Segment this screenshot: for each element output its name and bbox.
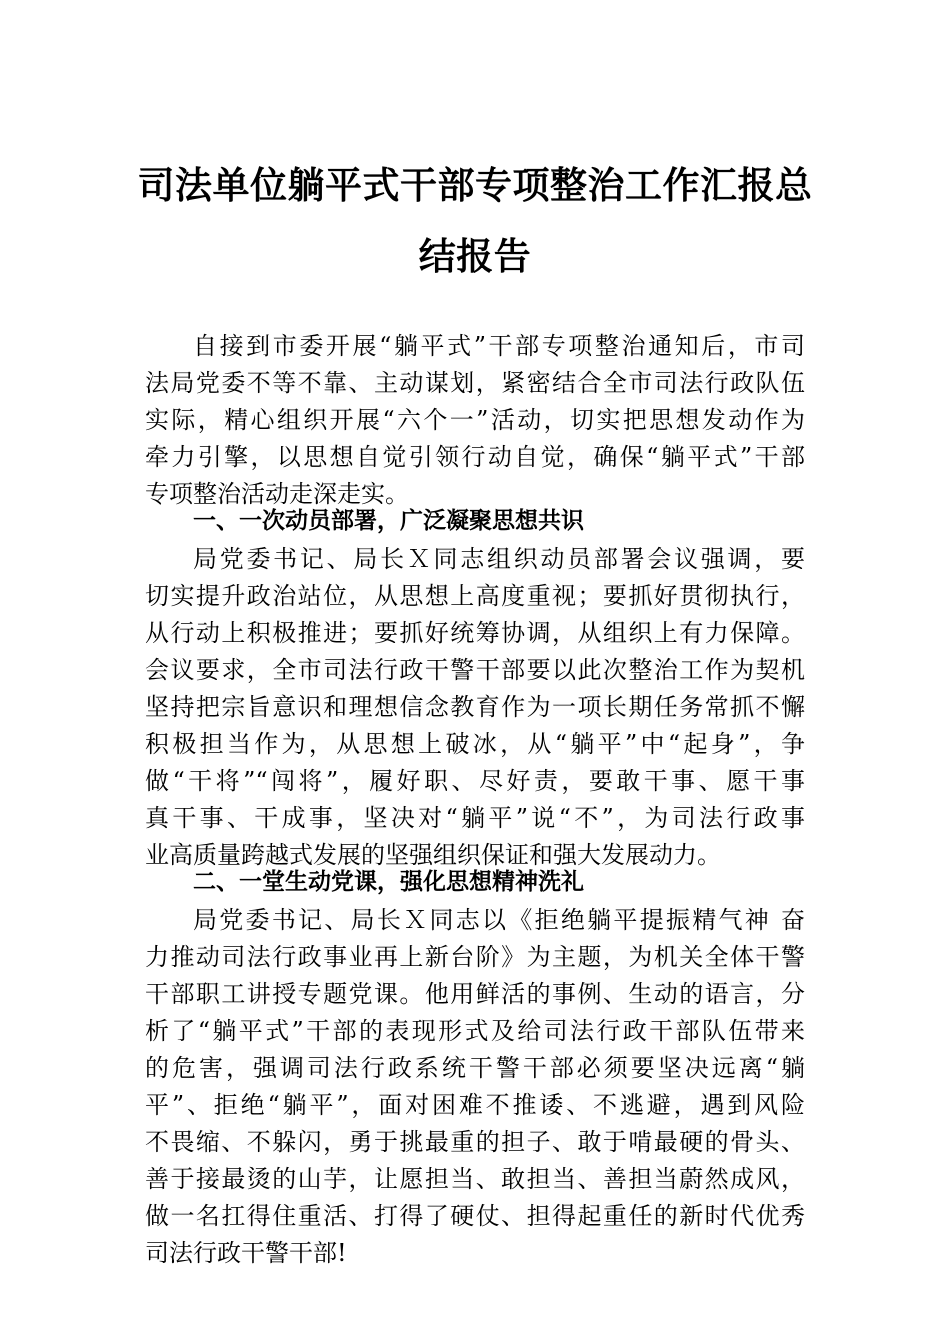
section-2-heading: 二、一堂生动党课，强化思想精神洗礼 bbox=[193, 869, 584, 895]
intro-line: 实际，精心组织开展“六个一”活动，切实把思想发动作为 bbox=[145, 406, 805, 434]
section-2-line: 做一名扛得住重活、打得了硬仗、担得起重任的新时代优秀 bbox=[145, 1202, 805, 1230]
section-1-line: 做“干将”“闯将”，履好职、尽好责，要敢干事、愿干事 bbox=[145, 767, 805, 795]
section-2-line: 析了“躺平式”干部的表现形式及给司法行政干部队伍带来 bbox=[145, 1017, 805, 1045]
section-1-line: 坚持把宗旨意识和理想信念教育作为一项长期任务常抓不懈 bbox=[145, 693, 805, 721]
section-2-line: 平”、拒绝“躺平”，面对困难不推诿、不逃避，遇到风险 bbox=[145, 1091, 805, 1119]
document-title-line-1: 司法单位躺平式干部专项整治工作汇报总 bbox=[137, 163, 813, 207]
intro-line: 专项整治活动走深走实。 bbox=[145, 480, 409, 508]
section-2-line: 善于接最烫的山芋，让愿担当、敢担当、善担当蔚然成风， bbox=[145, 1165, 805, 1193]
section-2-line: 局党委书记、局长Ｘ同志以《拒绝躺平提振精气神 奋 bbox=[193, 906, 805, 934]
section-1-heading: 一、一次动员部署，广泛凝聚思想共识 bbox=[193, 508, 584, 534]
intro-line: 牵力引擎，以思想自觉引领行动自觉，确保“躺平式”干部 bbox=[145, 443, 805, 471]
document-title-line-2: 结报告 bbox=[418, 234, 532, 278]
section-1-line: 会议要求，全市司法行政干警干部要以此次整治工作为契机 bbox=[145, 656, 805, 684]
section-2-line: 力推动司法行政事业再上新台阶》为主题，为机关全体干警 bbox=[145, 943, 805, 971]
section-2-line: 干部职工讲授专题党课。他用鲜活的事例、生动的语言，分 bbox=[145, 980, 805, 1008]
intro-line: 法局党委不等不靠、主动谋划，紧密结合全市司法行政队伍 bbox=[145, 369, 805, 397]
intro-line: 自接到市委开展“躺平式”干部专项整治通知后，市司 bbox=[193, 332, 805, 360]
section-1-line: 从行动上积极推进；要抓好统筹协调，从组织上有力保障。 bbox=[145, 619, 805, 647]
section-1-line: 切实提升政治站位，从思想上高度重视；要抓好贯彻执行， bbox=[145, 582, 805, 610]
section-2-line: 司法行政干警干部! bbox=[145, 1239, 347, 1267]
section-1-line: 真干事、干成事，坚决对“躺平”说“不”，为司法行政事 bbox=[145, 804, 805, 832]
section-1-line: 积极担当作为，从思想上破冰，从“躺平”中“起身”，争 bbox=[145, 730, 805, 758]
section-2-line: 不畏缩、不躲闪，勇于挑最重的担子、敢于啃最硬的骨头、 bbox=[145, 1128, 805, 1156]
section-1-line: 局党委书记、局长Ｘ同志组织动员部署会议强调，要 bbox=[193, 545, 805, 573]
section-1-line: 业高质量跨越式发展的坚强组织保证和强大发展动力。 bbox=[145, 841, 721, 869]
section-2-line: 的危害，强调司法行政系统干警干部必须要坚决远离“躺 bbox=[145, 1054, 805, 1082]
